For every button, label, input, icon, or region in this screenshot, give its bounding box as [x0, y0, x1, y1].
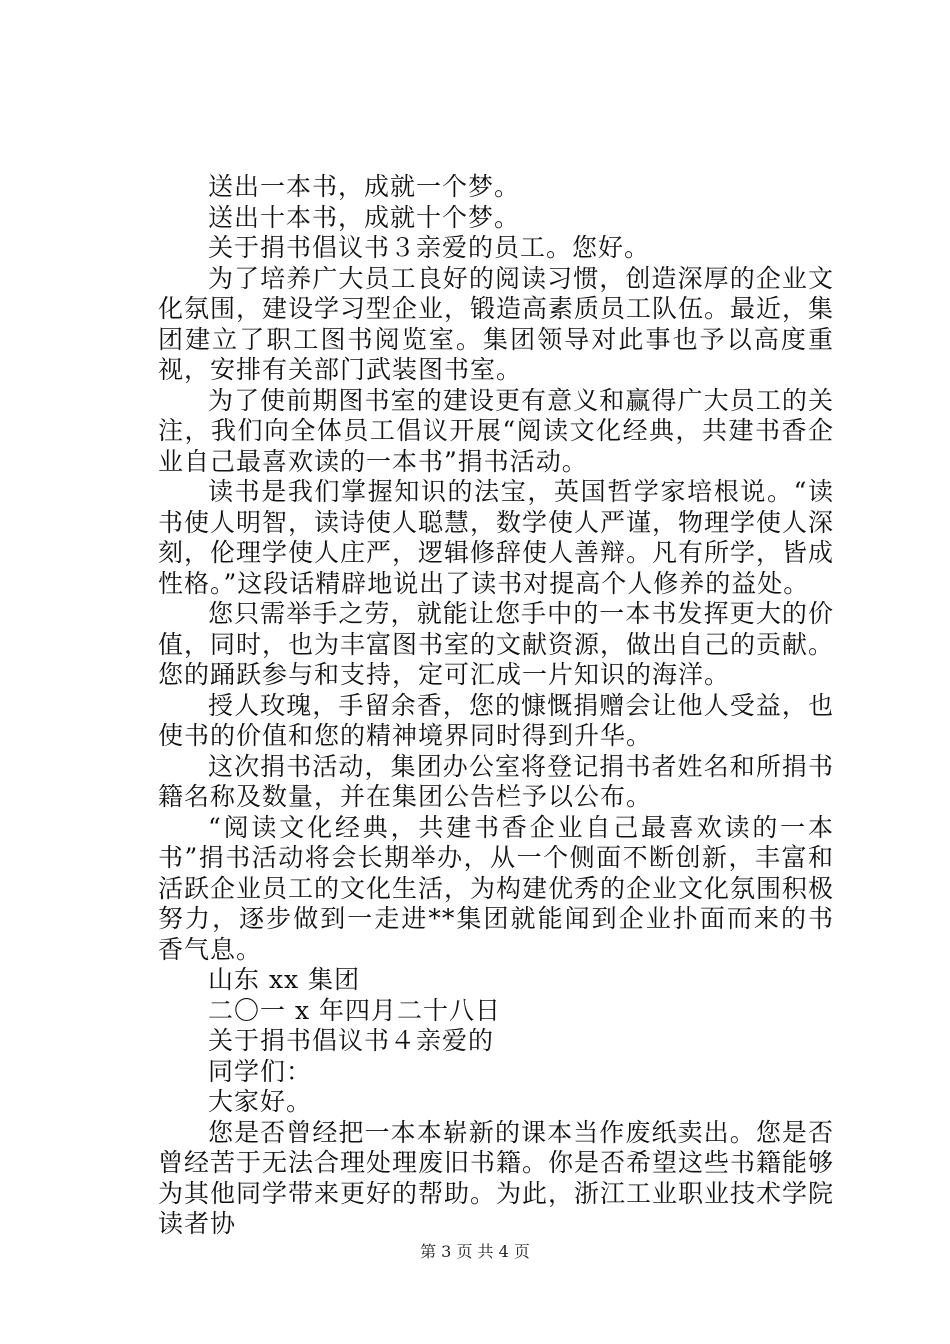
signature-date: 二〇一 x 年四月二十八日 [208, 995, 501, 1025]
salutation: 同学们： [208, 1056, 313, 1086]
paragraph: 您只需举手之劳，就能让您手中的一本书发挥更大的价值，同时，也为丰富图书室的文献资源，做出自己的贡献。您的踊跃参与和支持，定可汇成一片知识的海洋。 [158, 599, 835, 689]
paragraph: 您是否曾经把一本本崭新的课本当作废纸卖出。您是否曾经苦于无法合理处理废旧书籍。你是否希望这些书籍能够为其他同学带来更好的帮助。为此，浙江工业职业技术学院读者协 [158, 1117, 835, 1238]
signature-organization: 山东 xx 集团 [208, 965, 361, 994]
section-heading: 关于捐书倡议书４亲爱的 [208, 1026, 495, 1055]
document-body [158, 172, 834, 1240]
paragraph: 这次捐书活动，集团办公室将登记捐书者姓名和所捐书籍名称及数量，并在集团公告栏予以公布。 [158, 751, 834, 811]
paragraph: 读书是我们掌握知识的法宝，英国哲学家培根说。“读书使人明智，读诗使人聪慧，数学使人严谨，物理学使人深刻，伦理学使人庄严，逻辑修辞使人善辩。凡有所学，皆成性格。”这段话精辟地说出了读书对提高个人修养的益处。 [158, 477, 835, 598]
paragraph: 关于捐书倡议书３亲爱的员工。您好。 [208, 233, 651, 262]
paragraph: 为了使前期图书室的建设更有意义和赢得广大员工的关注，我们向全体员工倡议开展“阅读文化经典，共建书香企业自己最喜欢读的一本书”捐书活动。 [158, 385, 834, 476]
paragraph: “阅读文化经典，共建书香企业自己最喜欢读的一本书”捐书活动将会长期举办，从一个侧面不断创新，丰富和活跃企业员工的文化生活，为构建优秀的企业文化氛围积极努力，逐步做到一走进**集团就能闻到企业扑面而来的书香气息。 [158, 812, 835, 964]
paragraph: 送出十本书，成就十个梦。 [208, 202, 521, 232]
paragraph: 授人玫瑰，手留余香，您的慷慨捐赠会让他人受益，也使书的价值和您的精神境界同时得到升华。 [158, 690, 834, 750]
page-footer: 第 3 页 共 4 页 [420, 1242, 530, 1261]
paragraph: 送出一本书，成就一个梦。 [208, 172, 521, 201]
paragraph: 为了培养广大员工良好的阅读习惯，创造深厚的企业文化氛围，建设学习型企业，锻造高素质员工队伍。最近，集团建立了职工图书阅览室。集团领导对此事也予以高度重视，安排有关部门武装图书室。 [158, 263, 835, 384]
greeting: 大家好。 [208, 1087, 313, 1116]
